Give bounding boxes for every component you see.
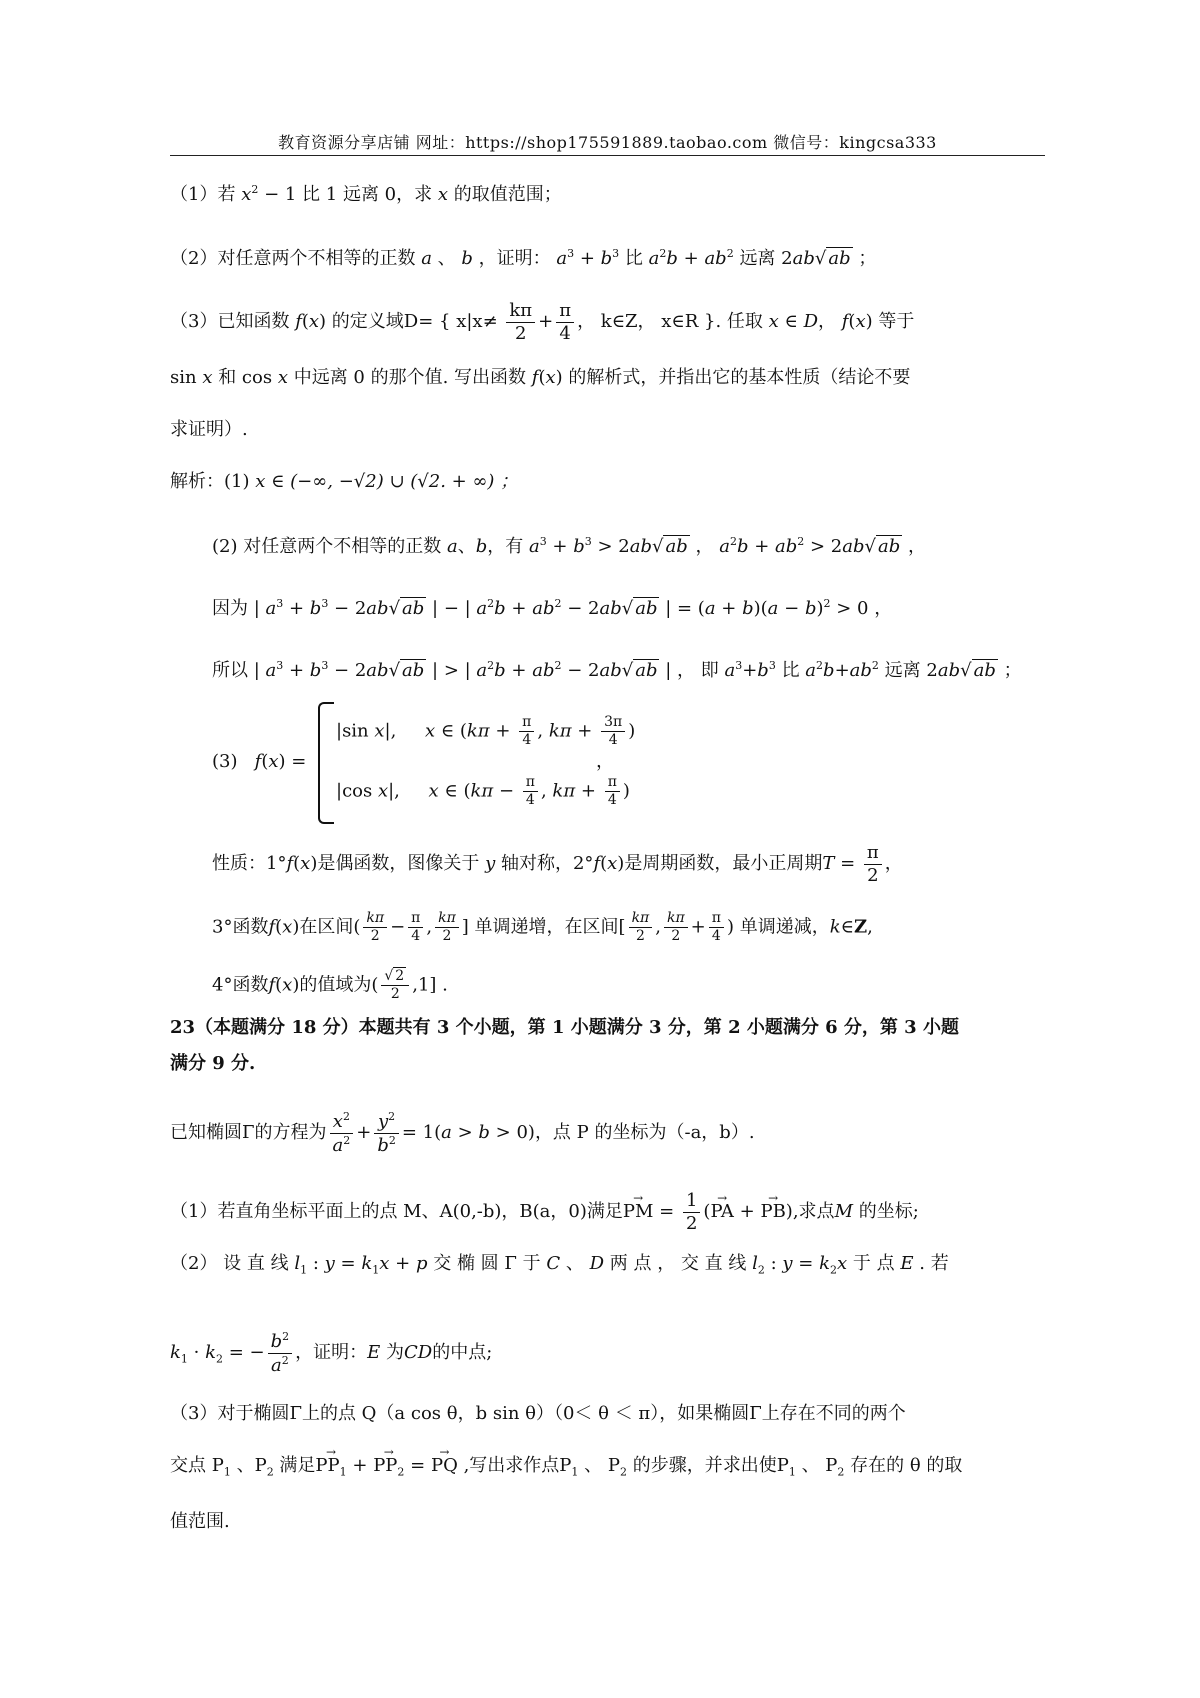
solution-part2-line2: 因为 | $a^3 + b^3 - 2ab√$ ab | − | $a^2b + ab^2 - 2ab√$ ab | = $(a + b)(a - b)^2 > 0$ ， [212,597,893,619]
solution-part1: 解析：(1) x ∈ (−∞, −√2) ∪ (√2. + ∞) ； [170,471,519,492]
page-header: 教育资源分享店铺 网址：https://shop175591889.taobao.com 微信号：kingcsa333 [278,133,937,152]
piecewise-comma: ， [596,751,614,772]
q22-part3-line2: sin x 和 cos x 中远离 0 的那个值. 写出函数 f(x) 的解析式，并指出它的基本性质（结论不要 [170,367,911,388]
solution-property-3: 3°函数f(x)在区间( $\frac{k\pi}{2}$ − $\frac{\pi}{4}$ , $\frac{k\pi}{2}$ ] 单调递增，在区间[ $\frac{k\pi}{2}$ , $\frac{k\pi}{2}$ + $\frac{\pi}{4}$ ) 单调递减，k∈Z, [212,910,873,944]
solution-part3-label: (3) f(x) = [212,751,307,772]
q23-intro: 已知椭圆Γ的方程为 $\frac{x^2}{a^2}$ + $\frac{y^2}{b^2}$ = 1(a > b > 0)，点 P 的坐标为（-a，b）. [170,1110,755,1156]
solution-part2-line3: 所以 | $a^3 + b^3 - 2ab√$ ab | > | $a^2b + ab^2 - 2ab√$ ab | ， 即 $a^3+b^3$ 比 $a^2b+ab^2$ 远离 2ab√ ab ； [212,659,1022,681]
q23-part2-line1: （2） 设 直 线 $l_1$ : $y = k_1x + p$ 交 椭 圆 Γ 于 C 、 D 两 点 ， 交 直 线 $l_2$ : $y = k_2x$ 于 点 E . 若 [170,1253,949,1277]
q22-part1: （1）若 $x^2 - 1$ 比 1 远离 0，求 x 的取值范围； [170,183,562,205]
q22-part3-line3: 求证明）. [170,419,248,440]
q23-part3-line2: 交点 $P_1$ 、$P_2$ 满足→ $PP_1$ + → $PP_2$ = → PQ ,写出求作点$P_1$ 、 $P_2$ 的步骤，并求出使$P_1$ 、 $P_2$ 存在的 θ 的取 [170,1452,962,1487]
q22-part2: （2）对任意两个不相等的正数 a 、 b ，证明： $a^3 + b^3$ 比 $a^2b + ab^2$ 远离 2ab√ ab ； [170,247,877,269]
q23-part2-line2: $k_1 \cdot k_2$ = − $\frac{b^2}{a^2}$ ，证明：E 为CD的中点; [170,1330,493,1376]
q23-part3-line3: 值范围. [170,1511,230,1532]
piecewise-case1: |sin x|, x ∈ (kπ + $\frac{\pi}{4}$ , kπ + $\frac{3\pi}{4}$ ) [336,714,636,748]
solution-property-1-2: 性质：1°f(x)是偶函数，图像关于 y 轴对称，2°f(x)是周期函数，最小正周期T = $\frac{\pi}{2}$ ， [212,842,903,886]
q23-part1: （1）若直角坐标平面上的点 M、A(0,-b)，B(a，0)满足→ PM = $\frac{1}{2}$ (→ PA + → PB),求点M 的坐标; [170,1190,919,1234]
q23-title-line1: 23（本题满分 18 分）本题共有 3 个小题，第 1 小题满分 3 分，第 2 小题满分 6 分，第 3 小题 [170,1017,959,1038]
piecewise-case2: |cos x|, x ∈ (kπ − $\frac{\pi}{4}$ , kπ + $\frac{\pi}{4}$ ) [336,774,630,808]
q23-title-line2: 满分 9 分. [170,1053,256,1074]
solution-part2-line1: (2) 对任意两个不相等的正数 a、b，有 $a^3 + b^3 > 2ab√$ ab ， $a^2b + ab^2 > 2ab√$ ab ， [212,535,927,557]
q22-part3-line1: （3）已知函数 f(x) 的定义域D= { x|x≠ $\frac{k\pi}{2}$ + $\frac{\pi}{4}$ ， k∈Z， x∈R }. 任取 x ∈ D， f(x) 等于 [170,300,915,344]
piecewise-brace [318,702,334,824]
solution-property-4: 4°函数f(x)的值域为( $\frac{√ 2}{2}$ ,1] . [212,968,448,1002]
q23-part3-line1: （3）对于椭圆Γ上的点 Q（a cos θ，b sin θ）（0＜ θ ＜ π），如果椭圆Γ上存在不同的两个 [170,1403,906,1424]
header-rule [170,155,1045,156]
